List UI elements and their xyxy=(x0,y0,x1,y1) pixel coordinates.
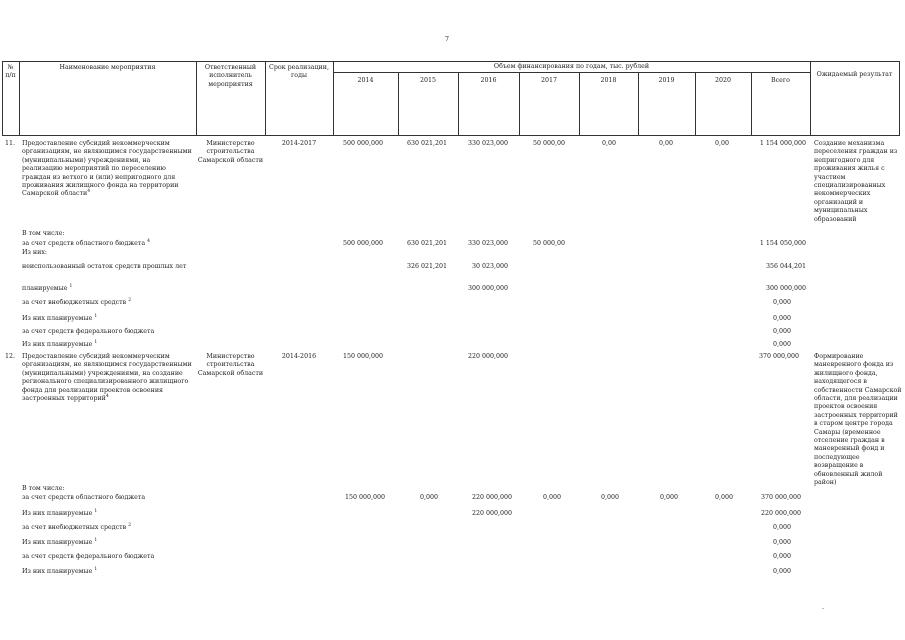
row12-executor: Министерство строительства Самарской области xyxy=(197,353,264,377)
header-name: Наименование мероприятия xyxy=(59,64,156,71)
row11-extra-label: за счет внебюджетных средств $^2$ xyxy=(22,298,132,306)
row12-value-2014: 150 000,000 xyxy=(342,353,383,360)
row12-regional-2018: 0,000 xyxy=(600,494,619,501)
row11-executor: Министерство строительства Самарской области xyxy=(197,140,264,164)
row12-regional-2019: 0,000 xyxy=(659,494,678,501)
row12-incl-label: В том числе: xyxy=(22,485,65,492)
row11-extra-planned-total: 0,000 xyxy=(772,315,791,322)
row11-extra-total: 0,000 xyxy=(772,299,791,306)
row11-incl-label: В том числе: xyxy=(22,230,65,237)
row12-planned-label: Из них планируемые $^1$ xyxy=(22,509,98,517)
row11-federal-total: 0,000 xyxy=(772,328,791,335)
header-year-2014: 2014 xyxy=(357,77,374,84)
row11-value-2019: 0,00 xyxy=(658,140,673,147)
row11-value-total: 1 154 000,000 xyxy=(759,140,806,147)
row11-value-2017: 50 000,00 xyxy=(532,140,565,147)
row12-regional-2015: 0,000 xyxy=(419,494,438,501)
row12-extra-total: 0,000 xyxy=(772,524,791,531)
row11-unused-2015: 326 021,201 xyxy=(406,263,447,270)
row11-name: Предоставление субсидий некоммерческим организациям, не являющимся государственными (муниципальными) учреждениями, на реализацию мероприятий по переселению граждан из ветхого и (или) непригодного для проживания жилищного фонда на территории Самарской области$^4$ xyxy=(22,140,192,198)
row12-regional-2016: 220 000,000 xyxy=(471,494,512,501)
row12-value-total: 370 000,000 xyxy=(758,353,799,360)
header-year-2017: 2017 xyxy=(540,77,558,84)
row11-regional-2015: 630 021,201 xyxy=(406,240,447,247)
row11-of-which-label: Из них: xyxy=(22,249,47,256)
footer-mark: . xyxy=(822,604,825,611)
header-num: № п/п xyxy=(5,64,16,80)
row11-unused-2016: 30 023,000 xyxy=(471,263,508,270)
header-year-2016: 2016 xyxy=(480,77,497,84)
row12-federal-planned-label: Из них планируемые $^1$ xyxy=(22,567,98,575)
row12-num: 12. xyxy=(5,353,16,360)
row11-value-2016: 330 023,000 xyxy=(467,140,508,147)
row12-planned-total: 220 000,000 xyxy=(760,510,801,517)
row12-federal-planned-total: 0,000 xyxy=(772,568,791,575)
row12-period: 2014-2016 xyxy=(281,353,317,360)
row11-value-2018: 0,00 xyxy=(601,140,616,147)
row12-value-2016: 220 000,000 xyxy=(467,353,508,360)
row12-regional-2014: 150 000,000 xyxy=(344,494,385,501)
row11-num: 11. xyxy=(5,140,16,147)
header-total: Всего xyxy=(771,77,790,84)
row12-name: Предоставление субсидий некоммерческим организациям, не являющимся государственными (муниципальными) учреждениями, на создание регионального специализированного жилищного фонда для реализации проектов освоения застроенных территорий$^4$ xyxy=(22,353,192,403)
row11-regional-total: 1 154 050,000 xyxy=(759,240,806,247)
header-year-2019: 2019 xyxy=(658,77,675,84)
row12-extra-planned-total: 0,000 xyxy=(772,539,791,546)
row11-planned-label: планируемые $^1$ xyxy=(22,284,73,292)
row11-period: 2014-2017 xyxy=(281,140,317,147)
row11-federal-planned-total: 0,000 xyxy=(772,341,791,348)
row12-federal-total: 0,000 xyxy=(772,553,791,560)
header-financing: Объем финансирования по годам, тыс. рублей xyxy=(493,63,650,70)
header-period: Срок реализации, годы xyxy=(269,64,329,80)
row12-extra-label: за счет внебюджетных средств $^2$ xyxy=(22,523,132,531)
header-year-2020: 2020 xyxy=(714,77,732,84)
row12-regional-2017: 0,000 xyxy=(542,494,561,501)
row12-regional-2020: 0,000 xyxy=(714,494,733,501)
row11-federal-label: за счет средств федерального бюджета xyxy=(22,328,155,335)
row11-value-2015: 630 021,201 xyxy=(406,140,447,147)
row12-regional-label: за счет средств областного бюджета xyxy=(22,494,146,501)
row12-federal-label: за счет средств федерального бюджета xyxy=(22,553,155,560)
row11-regional-2016: 330 023,000 xyxy=(467,240,508,247)
row11-regional-2014: 500 000,000 xyxy=(342,240,383,247)
header-year-2015: 2015 xyxy=(419,77,437,84)
row11-value-2020: 0,00 xyxy=(714,140,729,147)
row12-result: Формирование маневренного фонда из жилищного фонда, находящегося в собственности Самарской области, для реализации проектов освоения застроенных территорий в старом центре города Самары (временное отселение граждан в маневренный фонд и последующее возвращение в обновленный жилой район) xyxy=(814,353,902,487)
row11-planned-2016: 300 000,000 xyxy=(467,285,508,292)
header-executor: Ответственный исполнитель мероприятия xyxy=(204,64,257,88)
row11-planned-total: 300 000,000 xyxy=(765,285,806,292)
row11-federal-planned-label: Из них планируемые $^1$ xyxy=(22,340,98,348)
row11-regional-label: за счет средств областного бюджета $^4$ xyxy=(22,239,151,247)
row11-result: Создание механизма переселения граждан из непригодного для проживания жилья с участием специализированных некоммерческих организаций и муниципальных образований xyxy=(814,140,898,223)
row11-value-2014: 500 000,000 xyxy=(342,140,383,147)
row12-regional-total: 370 000,000 xyxy=(760,494,801,501)
header-result: Ожидаемый результат xyxy=(816,71,893,78)
row11-unused-label: неиспользованный остаток средств прошлых лет xyxy=(22,263,187,270)
row11-unused-total: 356 044,201 xyxy=(765,263,806,270)
row11-regional-2017: 50 000,00 xyxy=(532,240,565,247)
row12-planned-2016: 220 000,000 xyxy=(471,510,512,517)
header-year-2018: 2018 xyxy=(600,77,617,84)
row11-extra-planned-label: Из них планируемые $^1$ xyxy=(22,314,98,322)
row12-extra-planned-label: Из них планируемые $^1$ xyxy=(22,538,98,546)
page-number: 7 xyxy=(444,36,449,43)
